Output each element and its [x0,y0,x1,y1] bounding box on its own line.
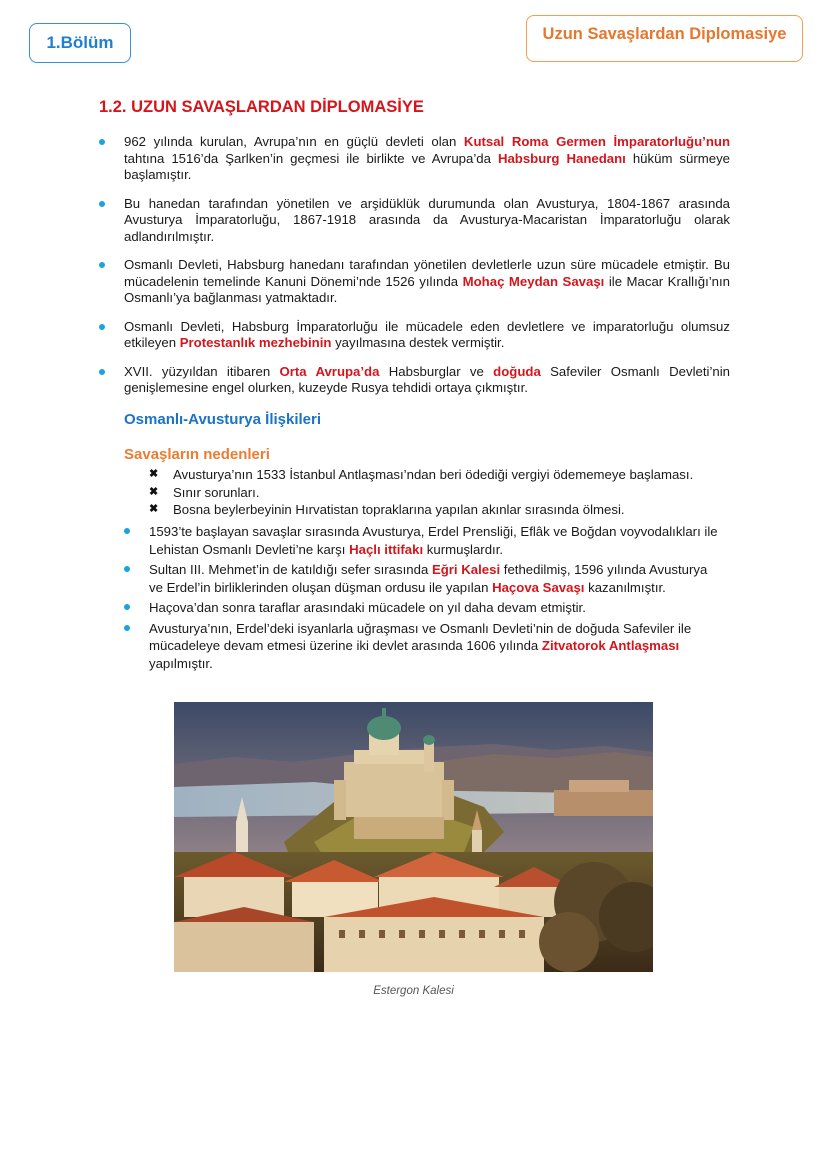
bullet-dot-icon [124,566,130,572]
castle-illustration [174,702,653,972]
highlight-term: Haçlı ittifakı [349,541,424,557]
bullet-dot-icon [99,369,105,375]
cross-icon: ✖ [149,468,159,480]
list-item [99,134,730,184]
highlight-term: Habsburg Hanedanı [497,150,626,166]
list-item [99,196,730,246]
causes-heading: Savaşların nedenleri [124,446,270,463]
text-run: 1593’te başlayan savaşlar sırasında Avusturya, Erdel Prensliği, Eflâk ve Boğdan voyvodalıkları ile Lehistan Osmanlı Devleti’ne karşı [149,524,718,557]
text-run: Avusturya’nın, Erdel’deki isyanlarla uğraşması ve Osmanlı Devleti’nin de doğuda Safeviler ile mücadeleye devam etmesi üzerine iki devlet arasında 1606 yılında [149,620,692,653]
causes-list [149,466,693,519]
text-run: kurmuşlardır. [423,541,504,557]
cause-text: Sınır sorunları. [173,484,260,500]
text-run: Sultan III. Mehmet’in de katıldığı sefer sırasında [149,562,432,577]
text-run: 962 yılında kurulan, Avrupa’nın en güçlü devleti olan [124,134,464,149]
list-item [124,523,724,558]
list-item [124,561,724,596]
highlight-term: Mohaç Meydan Savaşı [462,273,605,289]
text-run: XVII. yüzyıldan itibaren [124,363,280,379]
list-item [99,257,730,307]
figure-caption: Estergon Kalesi [373,985,454,997]
cross-icon: ✖ [149,503,159,515]
bullet-dot-icon [99,262,105,268]
topic-badge [526,15,803,62]
text-run: Safeviler Osmanlı Devleti’nin genişlemesine engel olurken, kuzeyde Rusya tehdidi ortaya çıkmıştır. [124,363,730,395]
cause-text: Bosna beylerbeyinin Hırvatistan topraklarına yapılan akınlar sırasında ölmesi. [173,502,625,517]
bullet-dot-icon [99,324,105,330]
highlight-term: Protestanlık mezhebinin [179,335,332,350]
cause-text: Avusturya’nın 1533 İstanbul Antlaşması’ndan beri ödediği vergiyi ödememeye başlaması. [173,467,694,482]
text-run: ile Macar Krallığı’nın Osmanlı’ya bağlanması yatmaktadır. [124,273,730,305]
text-run: tahtına 1516’da Şarlken’in geçmesi ile birlikte ve Avrupa’da [124,150,498,166]
section-badge-label: 1.Bölüm [46,33,114,52]
bullet-dot-icon [124,528,130,534]
text-run: Habsburglar ve [379,363,494,379]
highlight-term: doğuda [493,363,541,379]
text-run: fethedilmiş, 1596 yılında Avusturya ve Erdel’in birliklerinden oluşan düşman ordusu ile yapılan [149,562,708,595]
text-run: Osmanlı Devleti, Habsburg hanedanı tarafından yönetilen devletlerle uzun süre mücadele etmiştir. Bu mücadelenin temelinde Kanuni Dönemi’nde 1526 yılında [124,257,730,289]
text-run: yayılmasına destek vermiştir. [331,335,505,350]
highlight-term: Eğri Kalesi [431,562,501,577]
highlight-term: Haçova Savaşı [492,579,585,595]
highlight-term: Zitvatorok Antlaşması [541,638,680,653]
list-item [149,484,693,502]
highlight-term: Orta Avrupa’da [279,363,380,379]
text-run: Osmanlı Devleti, Habsburg İmparatorluğu ile mücadele eden devletlere ve imparatorluğu olumsuz etkileyen [124,318,730,350]
list-item [124,599,724,617]
bullet-dot-icon [99,201,105,207]
section-subheading: Osmanlı-Avusturya İlişkileri [124,411,322,428]
bullet-dot-icon [99,139,105,145]
topic-badge-label: Uzun Savaşlardan Diplomasiye [542,25,787,43]
cross-icon: ✖ [149,485,159,498]
highlight-term: Kutsal Roma Germen İmparatorluğu’nun [463,134,730,149]
list-item [149,501,693,519]
estergon-castle-photo [174,702,653,972]
intro-bullet-list [99,134,730,409]
text-run: kazanılmıştır. [584,579,666,595]
text-run: yapılmıştır. [149,655,213,671]
list-item [149,466,693,484]
text-run: hüküm sürmeye başlamıştır. [124,150,730,182]
bullet-dot-icon [124,625,130,631]
war-bullet-list [124,523,724,675]
list-item [124,620,724,673]
section-badge [29,23,131,63]
text-run: Haçova’dan sonra taraflar arasındaki mücadele on yıl daha devam etmiştir. [149,600,586,615]
list-item [99,364,730,397]
page-title: 1.2. UZUN SAVAŞLARDAN DİPLOMASİYE [99,98,424,116]
list-item [99,319,730,352]
bullet-dot-icon [124,604,130,610]
text-run: Bu hanedan tarafından yönetilen ve arşidüklük durumunda olan Avusturya, 1804-1867 arasında Avusturya İmparatorluğu, 1867-1918 arasında da Avusturya-Macaristan İmparatorluğu olarak adlandırılmıştır. [124,195,730,244]
